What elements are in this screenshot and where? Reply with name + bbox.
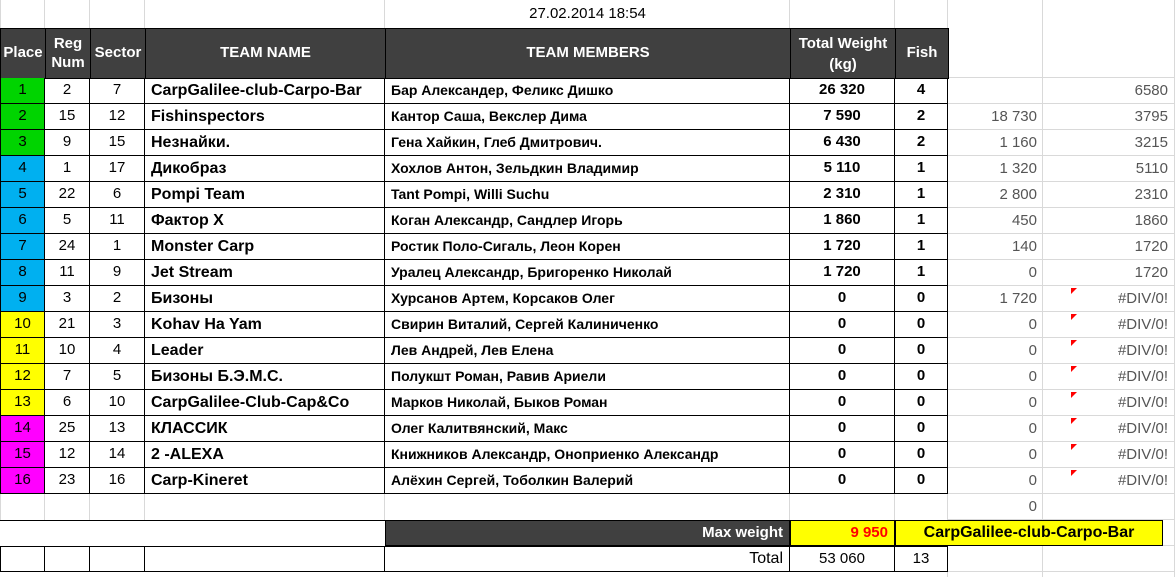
error-indicator-icon — [1071, 340, 1077, 346]
reg-num-cell[interactable]: 12 — [45, 442, 90, 468]
average-cell[interactable]: #DIV/0! — [1117, 289, 1168, 307]
sector-cell[interactable]: 2 — [90, 286, 145, 312]
difference-cell[interactable]: 140 — [1011, 237, 1037, 255]
team-name-cell[interactable]: Pompi Team — [145, 182, 385, 208]
total-weight-cell[interactable]: 2 310 — [790, 182, 895, 208]
total-weight-cell[interactable]: 1 720 — [790, 260, 895, 286]
reg-num-cell[interactable]: 22 — [45, 182, 90, 208]
error-indicator-icon — [1071, 470, 1077, 476]
total-weight-cell[interactable]: 5 110 — [790, 156, 895, 182]
fish-cell[interactable]: 0 — [895, 286, 948, 312]
fish-cell[interactable]: 1 — [895, 260, 948, 286]
average-cell[interactable]: 2310 — [1134, 185, 1168, 203]
average-cell[interactable]: #DIV/0! — [1117, 419, 1168, 437]
gridline — [44, 0, 45, 28]
max-weight-team[interactable]: CarpGalilee-club-Carpo-Bar — [895, 520, 1163, 546]
fish-cell[interactable]: 1 — [895, 182, 948, 208]
sector-cell[interactable]: 12 — [90, 104, 145, 130]
team-members-cell[interactable]: Марков Николай, Быков Роман — [385, 390, 790, 416]
total-weight-cell[interactable]: 0 — [790, 442, 895, 468]
max-row-empty — [0, 520, 385, 546]
gridline — [144, 494, 145, 520]
sector-cell[interactable]: 6 — [90, 182, 145, 208]
average-cell[interactable]: #DIV/0! — [1117, 367, 1168, 385]
fish-cell[interactable]: 0 — [895, 364, 948, 390]
team-name-cell[interactable]: Бизоны — [145, 286, 385, 312]
max-weight-value[interactable]: 9 950 — [790, 520, 895, 546]
fish-cell[interactable]: 0 — [895, 390, 948, 416]
sector-cell[interactable]: 11 — [90, 208, 145, 234]
team-members-cell[interactable]: Бар Александер, Феликс Дишко — [385, 78, 790, 104]
sector-cell[interactable]: 1 — [90, 234, 145, 260]
fish-cell[interactable]: 1 — [895, 234, 948, 260]
fish-cell[interactable]: 0 — [895, 442, 948, 468]
error-indicator-icon — [1071, 444, 1077, 450]
total-row-empty-cell[interactable] — [90, 546, 145, 572]
sector-cell[interactable]: 10 — [90, 390, 145, 416]
team-name-cell[interactable]: 2 -ALEXA — [145, 442, 385, 468]
sector-cell[interactable]: 17 — [90, 156, 145, 182]
total-weight-cell[interactable]: 0 — [790, 468, 895, 494]
header-reg-num: Reg Num — [45, 28, 91, 79]
team-name-cell[interactable]: CarpGalilee-Club-Cap&Co — [145, 390, 385, 416]
place-cell[interactable]: 12 — [0, 364, 45, 390]
total-weight-cell[interactable]: 6 430 — [790, 130, 895, 156]
average-cell[interactable]: #DIV/0! — [1117, 341, 1168, 359]
gridline — [894, 0, 895, 28]
header-sector: Sector — [90, 28, 146, 79]
team-members-cell[interactable]: Книжников Александр, Оноприенко Александр — [385, 442, 790, 468]
average-cell[interactable]: 1720 — [1134, 237, 1168, 255]
place-cell[interactable]: 5 — [0, 182, 45, 208]
gridline — [89, 494, 90, 520]
total-label: Total — [385, 546, 790, 572]
sector-cell[interactable]: 4 — [90, 338, 145, 364]
place-cell[interactable]: 2 — [0, 104, 45, 130]
difference-cell[interactable]: 0 — [1028, 445, 1037, 463]
total-weight-value[interactable]: 53 060 — [790, 546, 895, 572]
max-weight-label: Max weight — [385, 520, 790, 546]
team-members-cell[interactable]: Кантор Саша, Векслер Дима — [385, 104, 790, 130]
header-team-members: TEAM MEMBERS — [385, 28, 791, 79]
gridline — [0, 494, 1, 520]
extra-zero-cell[interactable]: 0 — [1028, 497, 1037, 515]
gridline — [948, 571, 1175, 572]
total-weight-cell[interactable]: 7 590 — [790, 104, 895, 130]
gridline — [0, 0, 1, 28]
place-cell[interactable]: 7 — [0, 234, 45, 260]
team-members-cell[interactable]: Лев Андрей, Лев Елена — [385, 338, 790, 364]
fish-cell[interactable]: 0 — [895, 338, 948, 364]
team-name-cell[interactable]: Незнайки. — [145, 130, 385, 156]
team-members-cell[interactable]: Хохлов Антон, Зельдкин Владимир — [385, 156, 790, 182]
sector-cell[interactable]: 3 — [90, 312, 145, 338]
gridline — [89, 0, 90, 28]
difference-cell[interactable]: 0 — [1028, 263, 1037, 281]
reg-num-cell[interactable]: 7 — [45, 364, 90, 390]
difference-cell[interactable]: 1 320 — [999, 159, 1037, 177]
team-members-cell[interactable]: Полукшт Роман, Равив Ариели — [385, 364, 790, 390]
fish-cell[interactable]: 0 — [895, 468, 948, 494]
total-weight-cell[interactable]: 0 — [790, 286, 895, 312]
total-weight-cell[interactable]: 1 860 — [790, 208, 895, 234]
team-name-cell[interactable]: Дикобраз — [145, 156, 385, 182]
fish-cell[interactable]: 1 — [895, 208, 948, 234]
gridline — [44, 494, 45, 520]
place-cell[interactable]: 3 — [0, 130, 45, 156]
reg-num-cell[interactable]: 11 — [45, 260, 90, 286]
gridline — [1042, 0, 1043, 28]
team-name-cell[interactable]: Fishinspectors — [145, 104, 385, 130]
difference-cell[interactable]: 18 730 — [991, 107, 1037, 125]
gridline — [384, 494, 385, 520]
sector-cell[interactable]: 7 — [90, 78, 145, 104]
team-name-cell[interactable]: Leader — [145, 338, 385, 364]
difference-cell[interactable]: 0 — [1028, 471, 1037, 489]
difference-cell[interactable]: 0 — [1028, 367, 1037, 385]
reg-num-cell[interactable]: 2 — [45, 78, 90, 104]
team-members-cell[interactable]: Коган Александр, Сандлер Игорь — [385, 208, 790, 234]
error-indicator-icon — [1071, 288, 1077, 294]
reg-num-cell[interactable]: 24 — [45, 234, 90, 260]
place-cell[interactable]: 11 — [0, 338, 45, 364]
sector-cell[interactable]: 16 — [90, 468, 145, 494]
header-team-name: TEAM NAME — [145, 28, 386, 79]
team-name-cell[interactable]: Jet Stream — [145, 260, 385, 286]
total-weight-cell[interactable]: 0 — [790, 312, 895, 338]
total-weight-cell[interactable]: 0 — [790, 390, 895, 416]
reg-num-cell[interactable]: 10 — [45, 338, 90, 364]
team-members-cell[interactable]: Хурсанов Артем, Корсаков Олег — [385, 286, 790, 312]
total-weight-cell[interactable]: 0 — [790, 338, 895, 364]
team-members-cell[interactable]: Tant Pompi, Willi Suchu — [385, 182, 790, 208]
error-indicator-icon — [1071, 314, 1077, 320]
error-indicator-icon — [1071, 392, 1077, 398]
team-members-cell[interactable]: Свирин Виталий, Сергей Калиниченко — [385, 312, 790, 338]
timestamp: 27.02.2014 18:54 — [529, 4, 646, 22]
difference-cell[interactable] — [948, 78, 1043, 104]
reg-num-cell[interactable]: 21 — [45, 312, 90, 338]
place-cell[interactable]: 16 — [0, 468, 45, 494]
reg-num-cell[interactable]: 1 — [45, 156, 90, 182]
difference-cell[interactable]: 1 720 — [999, 289, 1037, 307]
reg-num-cell[interactable]: 5 — [45, 208, 90, 234]
difference-cell[interactable]: 0 — [1028, 341, 1037, 359]
team-name-cell[interactable]: Фактор Х — [145, 208, 385, 234]
header-place: Place — [0, 28, 46, 79]
gridline — [789, 494, 790, 520]
sector-cell[interactable]: 5 — [90, 364, 145, 390]
reg-num-cell[interactable]: 23 — [45, 468, 90, 494]
place-cell[interactable]: 15 — [0, 442, 45, 468]
average-cell[interactable]: 1860 — [1134, 211, 1168, 229]
fish-cell[interactable]: 1 — [895, 156, 948, 182]
team-name-cell[interactable]: Бизоны Б.Э.М.С. — [145, 364, 385, 390]
place-cell[interactable]: 8 — [0, 260, 45, 286]
team-members-cell[interactable]: Ростик Поло-Сигаль, Леон Корен — [385, 234, 790, 260]
error-indicator-icon — [1071, 418, 1077, 424]
team-name-cell[interactable]: Kohav Ha Yam — [145, 312, 385, 338]
reg-num-cell[interactable]: 25 — [45, 416, 90, 442]
place-cell[interactable]: 6 — [0, 208, 45, 234]
error-indicator-icon — [1071, 366, 1077, 372]
header-fish: Fish — [895, 28, 949, 79]
average-cell[interactable]: 5110 — [1135, 159, 1168, 177]
team-members-cell[interactable]: Гена Хайкин, Глеб Дмитрович. — [385, 130, 790, 156]
fish-cell[interactable]: 2 — [895, 130, 948, 156]
place-cell[interactable]: 13 — [0, 390, 45, 416]
place-cell[interactable]: 9 — [0, 286, 45, 312]
place-cell[interactable]: 14 — [0, 416, 45, 442]
total-weight-cell[interactable]: 0 — [790, 416, 895, 442]
team-members-cell[interactable]: Алёхин Сергей, Тоболкин Валерий — [385, 468, 790, 494]
reg-num-cell[interactable]: 15 — [45, 104, 90, 130]
difference-cell[interactable]: 0 — [1028, 315, 1037, 333]
gridline — [947, 0, 948, 28]
reg-num-cell[interactable]: 3 — [45, 286, 90, 312]
average-cell[interactable]: 1720 — [1134, 263, 1168, 281]
team-name-cell[interactable]: Carp-Kineret — [145, 468, 385, 494]
average-cell[interactable]: 3215 — [1134, 133, 1168, 151]
average-cell[interactable]: 3795 — [1134, 107, 1168, 125]
average-cell[interactable]: #DIV/0! — [1117, 315, 1168, 333]
difference-cell[interactable]: 1 160 — [999, 133, 1037, 151]
place-cell[interactable]: 4 — [0, 156, 45, 182]
difference-cell[interactable]: 0 — [1028, 393, 1037, 411]
fish-cell[interactable]: 0 — [895, 312, 948, 338]
sector-cell[interactable]: 13 — [90, 416, 145, 442]
average-cell[interactable]: 6580 — [1134, 81, 1168, 99]
total-weight-cell[interactable]: 1 720 — [790, 234, 895, 260]
average-cell[interactable]: #DIV/0! — [1117, 393, 1168, 411]
place-cell[interactable]: 1 — [0, 78, 45, 104]
total-weight-cell[interactable]: 26 320 — [790, 78, 895, 104]
team-name-cell[interactable]: Monster Carp — [145, 234, 385, 260]
average-cell[interactable]: #DIV/0! — [1117, 445, 1168, 463]
difference-cell[interactable]: 2 800 — [999, 185, 1037, 203]
sector-cell[interactable]: 15 — [90, 130, 145, 156]
team-name-cell[interactable]: КЛАССИК — [145, 416, 385, 442]
fish-cell[interactable]: 2 — [895, 104, 948, 130]
gridline — [894, 494, 895, 520]
reg-num-cell[interactable]: 9 — [45, 130, 90, 156]
gridline — [144, 0, 145, 28]
header-total-weight: Total Weight (kg) — [790, 28, 896, 79]
sector-cell[interactable]: 14 — [90, 442, 145, 468]
total-row-empty-cell[interactable] — [0, 546, 45, 572]
team-name-cell[interactable]: CarpGalilee-club-Carpo-Bar — [145, 78, 385, 104]
sector-cell[interactable]: 9 — [90, 260, 145, 286]
difference-cell[interactable]: 0 — [1028, 419, 1037, 437]
reg-num-cell[interactable]: 6 — [45, 390, 90, 416]
team-members-cell[interactable]: Уралец Александр, Бригоренко Николай — [385, 260, 790, 286]
difference-cell[interactable]: 450 — [1011, 211, 1037, 229]
total-weight-cell[interactable]: 0 — [790, 364, 895, 390]
team-members-cell[interactable]: Олег Калитвянский, Макс — [385, 416, 790, 442]
fish-cell[interactable]: 4 — [895, 78, 948, 104]
fish-cell[interactable]: 0 — [895, 416, 948, 442]
total-fish-value[interactable]: 13 — [895, 546, 948, 572]
place-cell[interactable]: 10 — [0, 312, 45, 338]
total-row-empty-cell[interactable] — [45, 546, 90, 572]
average-cell[interactable]: #DIV/0! — [1117, 471, 1168, 489]
total-row-empty-cell[interactable] — [145, 546, 385, 572]
